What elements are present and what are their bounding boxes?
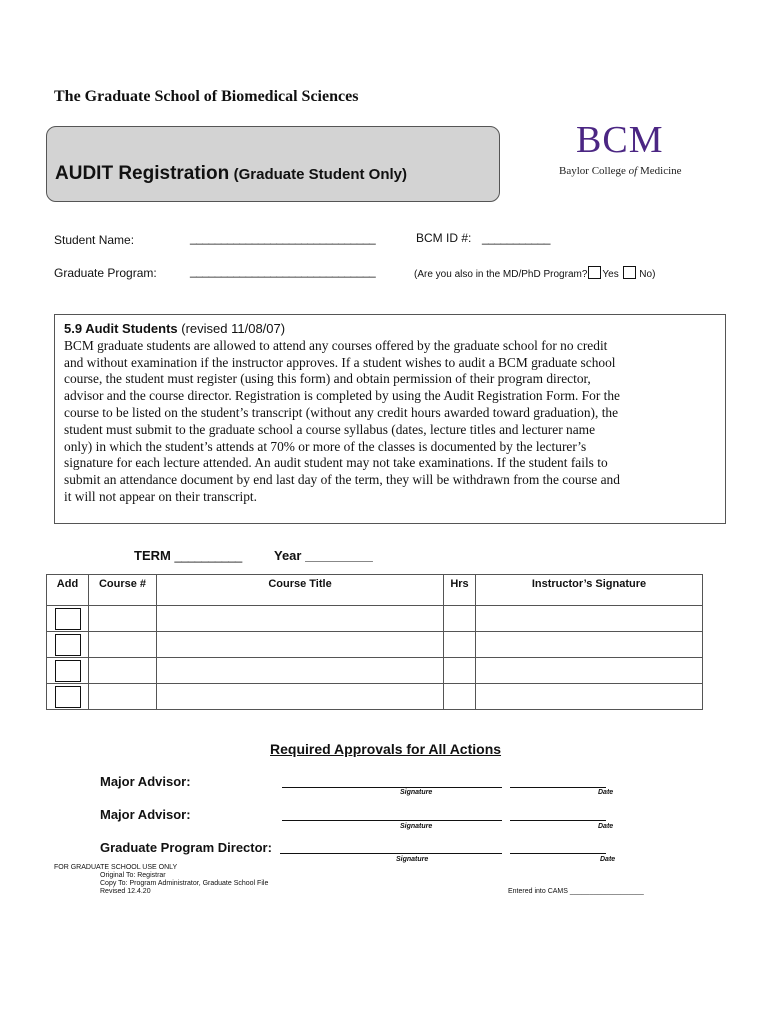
term-label: TERM (134, 548, 171, 563)
program-director-date-line[interactable] (510, 853, 606, 854)
policy-heading-title: 5.9 Audit Students (64, 321, 178, 336)
policy-line: BCM graduate students are allowed to attend any courses offered by the graduate school for no credit (64, 337, 608, 353)
mdphd-question (414, 266, 655, 280)
mdphd-question-text: (Are you also in the MD/PhD Program? (414, 269, 588, 280)
policy-line: advisor and the course director. Registration is completed by using the Audit Registration Form. For the (64, 388, 620, 404)
instructor-signature-cell[interactable] (476, 658, 703, 684)
policy-line: course to be listed on the student’s transcript (without any credit hours awarded toward graduation), the (64, 404, 619, 420)
tagline-part: Medicine (637, 165, 682, 177)
bcm-id-label: BCM ID #: (416, 231, 472, 245)
year-label: Year (274, 548, 302, 563)
signature-caption: Signature (400, 823, 433, 830)
policy-line: student must submit to the graduate school a course syllabus (dates, lecture titles and lecturer name (64, 421, 596, 437)
year-field[interactable]: __________ (305, 548, 373, 563)
column-header-hrs: Hrs (444, 575, 476, 606)
course-number-cell[interactable] (89, 606, 157, 632)
office-use-label: FOR GRADUATE SCHOOL USE ONLY (54, 864, 178, 871)
hrs-cell[interactable] (444, 658, 476, 684)
policy-heading (64, 321, 716, 338)
date-caption: Date (600, 856, 616, 863)
form-subtitle: (Graduate Student Only) (233, 166, 407, 183)
table-row (47, 658, 703, 684)
student-name-field[interactable]: ______________________________ (190, 231, 376, 245)
signature-caption: Signature (396, 856, 429, 863)
revised-note: Revised 12.4.20 (100, 888, 151, 895)
graduate-program-label: Graduate Program: (54, 266, 157, 280)
term-field[interactable]: __________ (174, 548, 242, 563)
cams-entry-field[interactable]: Entered into CAMS ___________________ (508, 888, 644, 895)
year-field-group (274, 548, 372, 563)
column-header-add: Add (47, 575, 89, 606)
term-field-group (134, 548, 242, 563)
instructor-signature-cell[interactable] (476, 632, 703, 658)
student-name-label: Student Name: (54, 233, 135, 247)
course-table (46, 574, 703, 710)
table-row (47, 606, 703, 632)
add-cell (47, 606, 89, 632)
course-title-cell[interactable] (157, 658, 444, 684)
mdphd-yes-label: Yes (602, 269, 619, 280)
program-director-signature-line[interactable] (280, 853, 502, 854)
graduate-program-field[interactable]: ______________________________ (190, 264, 376, 278)
bcm-tagline (559, 165, 682, 177)
major-advisor-2-date-line[interactable] (510, 820, 606, 821)
major-advisor-1-signature-line[interactable] (282, 787, 502, 788)
table-row (47, 684, 703, 710)
form-title: AUDIT Registration (55, 163, 230, 184)
add-cell (47, 632, 89, 658)
add-cell (47, 684, 89, 710)
add-cell (47, 658, 89, 684)
approval-label-program-director: Graduate Program Director: (100, 840, 272, 855)
course-title-cell[interactable] (157, 606, 444, 632)
course-title-cell[interactable] (157, 632, 444, 658)
hrs-cell[interactable] (444, 606, 476, 632)
mdphd-yes-checkbox[interactable] (588, 266, 601, 279)
audit-policy-box (54, 314, 726, 524)
table-row (47, 632, 703, 658)
tagline-part: Baylor College (559, 165, 629, 177)
column-header-course-title: Course Title (157, 575, 444, 606)
tagline-of: of (628, 165, 638, 177)
hrs-cell[interactable] (444, 632, 476, 658)
add-checkbox[interactable] (55, 608, 81, 630)
course-number-cell[interactable] (89, 658, 157, 684)
column-header-course-number: Course # (89, 575, 157, 606)
original-to-note: Original To: Registrar (100, 872, 166, 879)
instructor-signature-cell[interactable] (476, 606, 703, 632)
signature-caption: Signature (400, 789, 433, 796)
major-advisor-2-signature-line[interactable] (282, 820, 502, 821)
bcm-logo: BCM (576, 119, 664, 161)
column-header-instructor-signature: Instructor’s Signature (476, 575, 703, 606)
approval-label-major-advisor-1: Major Advisor: (100, 774, 191, 789)
date-caption: Date (598, 823, 614, 830)
policy-line: it will not appear on their transcript. (64, 488, 257, 504)
mdphd-no-label: No) (639, 269, 656, 280)
course-title-cell[interactable] (157, 684, 444, 710)
policy-line: only) in which the student’s attends at 70% or more of the classes is documented by the lecturer’s (64, 438, 587, 454)
date-caption: Date (598, 789, 614, 796)
add-checkbox[interactable] (55, 686, 81, 708)
policy-revised: (revised 11/08/07) (177, 321, 286, 336)
hrs-cell[interactable] (444, 684, 476, 710)
policy-line: course, the student must register (using this form) and obtain permission of their program director, (64, 371, 591, 387)
instructor-signature-cell[interactable] (476, 684, 703, 710)
policy-line: submit an attendance document by end last day of the term, they will be withdrawn from the course and (64, 472, 620, 488)
approvals-title: Required Approvals for All Actions (270, 741, 502, 757)
table-header-row (47, 575, 703, 606)
copy-to-note: Copy To: Program Administrator, Graduate School File (100, 880, 269, 887)
course-number-cell[interactable] (89, 684, 157, 710)
school-title: The Graduate School of Biomedical Sciences (54, 88, 359, 105)
policy-line: signature for each lecture attended. An audit student may not take examinations. If the student fails to (64, 455, 608, 471)
major-advisor-1-date-line[interactable] (510, 787, 606, 788)
policy-line: and without examination if the instructor approves. If a student wishes to audit a BCM graduate school (64, 354, 616, 370)
approval-label-major-advisor-2: Major Advisor: (100, 807, 191, 822)
add-checkbox[interactable] (55, 660, 81, 682)
add-checkbox[interactable] (55, 634, 81, 656)
mdphd-no-checkbox[interactable] (623, 266, 636, 279)
course-number-cell[interactable] (89, 632, 157, 658)
bcm-id-field[interactable]: ___________ (482, 231, 550, 245)
form-title-banner (46, 126, 500, 202)
